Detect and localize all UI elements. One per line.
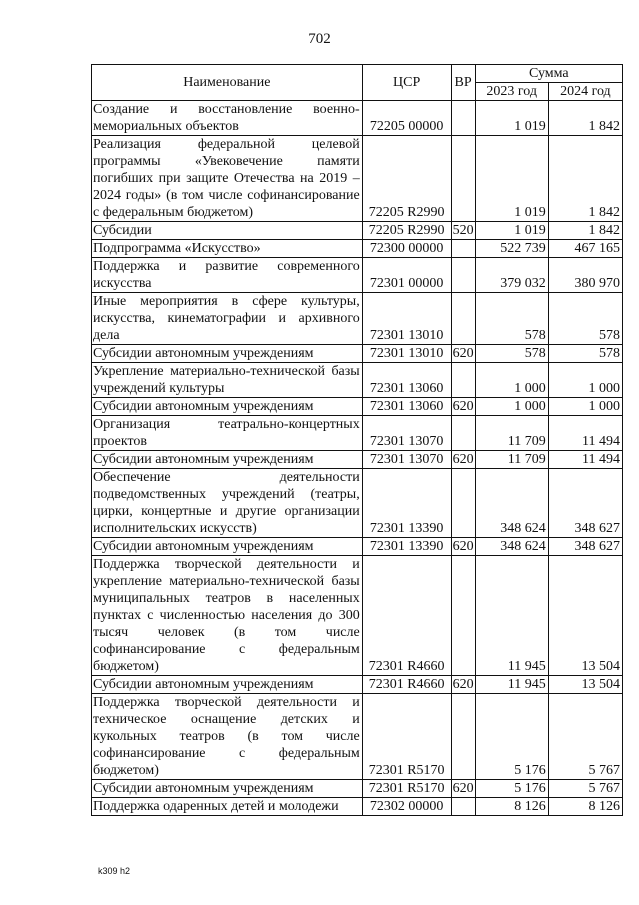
row-amount-2023-cell: 11 709 [475,416,548,451]
row-name-cell: Поддержка творческой деятельности и укрепление материально-технической базы муниципальных театров в населенных пунктах с численностью населения до 300 тысяч человек (в том числе софинансирование с федеральным бюджетом) [92,556,363,676]
table-body [92,101,623,816]
row-amount-2024-cell: 1 842 [548,136,622,222]
row-amount-2023-cell: 348 624 [475,469,548,538]
row-csr-cell: 72301 R5170 [362,694,451,780]
row-vr-cell: 620 [452,677,474,692]
table-row [92,345,623,363]
column-header-name: Наименование [92,65,363,101]
column-header-vr: ВР [451,65,475,101]
row-csr-cell: 72301 R4660 [362,676,451,694]
row-amount-2023-cell: 348 624 [475,538,548,556]
table-row [92,240,623,258]
row-amount-2023-cell: 5 176 [475,780,548,798]
row-csr-cell: 72302 00000 [362,798,451,816]
row-name-cell: Субсидии автономным учреждениям [92,538,363,556]
row-name-cell: Поддержка и развитие современного искусства [92,258,363,293]
table-row [92,694,623,780]
row-name-cell: Субсидии автономным учреждениям [92,780,363,798]
row-name-cell: Поддержка творческой деятельности и техническое оснащение детских и кукольных театров (в том числе софинансирование с федеральным бюджетом) [92,694,363,780]
row-csr-cell: 72301 13390 [362,538,451,556]
row-vr-cell [451,101,475,136]
row-amount-2023-cell: 8 126 [475,798,548,816]
row-amount-2024-cell: 13 504 [548,676,622,694]
row-vr-cell: 620 [452,781,474,796]
table-row [92,451,623,469]
row-name-cell: Организация театрально-концертных проектов [92,416,363,451]
row-amount-2023-cell: 1 000 [475,363,548,398]
column-header-year-2024: 2024 год [548,83,622,101]
row-amount-2024-cell: 578 [548,345,622,363]
row-name-cell: Подпрограмма «Искусство» [92,240,363,258]
table-row [92,538,623,556]
row-amount-2023-cell: 11 709 [475,451,548,469]
row-amount-2023-cell: 1 000 [475,398,548,416]
table-row [92,556,623,676]
row-amount-2024-cell: 1 000 [548,398,622,416]
row-csr-cell: 72301 13390 [362,469,451,538]
table-row [92,101,623,136]
table-row [92,136,623,222]
column-header-sum: Сумма [475,65,622,83]
row-amount-2024-cell: 1 842 [548,101,622,136]
row-name-cell: Поддержка одаренных детей и молодежи [92,798,363,816]
row-csr-cell: 72301 13060 [362,398,451,416]
row-vr-cell [451,136,475,222]
row-amount-2023-cell: 11 945 [475,556,548,676]
table-row [92,676,623,694]
footer-code: k309 h2 [98,866,131,876]
row-vr-cell: 620 [452,539,474,554]
table-row [92,416,623,451]
row-csr-cell: 72205 00000 [362,101,451,136]
row-vr-cell [451,798,475,816]
row-amount-2023-cell: 522 739 [475,240,548,258]
row-amount-2023-cell: 578 [475,293,548,345]
row-amount-2024-cell: 11 494 [548,451,622,469]
row-vr-cell [451,293,475,345]
table-row [92,398,623,416]
row-amount-2024-cell: 8 126 [548,798,622,816]
row-name-cell: Субсидии [92,222,363,240]
row-amount-2024-cell: 348 627 [548,469,622,538]
row-vr-cell [451,258,475,293]
column-header-year-2023: 2023 год [475,83,548,101]
row-amount-2023-cell: 1 019 [475,101,548,136]
row-name-cell: Субсидии автономным учреждениям [92,345,363,363]
row-csr-cell: 72301 13070 [362,416,451,451]
row-vr-cell [451,240,475,258]
row-amount-2023-cell: 5 176 [475,694,548,780]
table-row [92,798,623,816]
table-row [92,293,623,345]
row-amount-2023-cell: 379 032 [475,258,548,293]
table-row [92,363,623,398]
row-name-cell: Укрепление материально-технической базы учреждений культуры [92,363,363,398]
row-amount-2024-cell: 578 [548,293,622,345]
row-amount-2024-cell: 467 165 [548,240,622,258]
row-vr-cell: 620 [452,346,474,361]
row-amount-2024-cell: 380 970 [548,258,622,293]
row-vr-cell: 620 [452,399,474,414]
row-amount-2023-cell: 578 [475,345,548,363]
row-csr-cell: 72301 13010 [362,345,451,363]
row-name-cell: Реализация федеральной целевой программы «Увековечение памяти погибших при защите Отечества на 2019 – 2024 годы» (в том числе софинансирование с федеральным бюджетом) [92,136,363,222]
table-row [92,780,623,798]
row-vr-cell [451,469,475,538]
row-csr-cell: 72300 00000 [362,240,451,258]
row-amount-2024-cell: 5 767 [548,780,622,798]
table-row [92,469,623,538]
row-csr-cell: 72205 R2990 [362,136,451,222]
row-vr-cell [451,363,475,398]
row-name-cell: Создание и восстановление военно-мемориальных объектов [92,101,363,136]
row-csr-cell: 72301 13010 [362,293,451,345]
row-amount-2024-cell: 348 627 [548,538,622,556]
row-name-cell: Субсидии автономным учреждениям [92,398,363,416]
page-number: 702 [308,31,331,47]
row-csr-cell: 72301 13070 [362,451,451,469]
row-csr-cell: 72301 13060 [362,363,451,398]
row-csr-cell: 72301 R5170 [362,780,451,798]
table-row [92,258,623,293]
column-header-csr: ЦСР [362,65,451,101]
table-row [92,222,623,240]
row-name-cell: Обеспечение деятельности подведомственных учреждений (театры, цирки, концертные и другие организации исполнительских искусств) [92,469,363,538]
row-csr-cell: 72205 R2990 [362,222,451,240]
row-amount-2023-cell: 11 945 [475,676,548,694]
row-vr-cell: 620 [452,452,474,467]
header-row-1 [92,65,623,83]
row-vr-cell [451,556,475,676]
budget-table [91,64,623,816]
row-vr-cell [451,416,475,451]
row-vr-cell: 520 [452,223,474,238]
row-amount-2024-cell: 1 842 [548,222,622,240]
row-vr-cell [451,694,475,780]
row-amount-2024-cell: 13 504 [548,556,622,676]
row-amount-2023-cell: 1 019 [475,222,548,240]
row-name-cell: Субсидии автономным учреждениям [92,676,363,694]
row-amount-2024-cell: 5 767 [548,694,622,780]
row-name-cell: Субсидии автономным учреждениям [92,451,363,469]
row-csr-cell: 72301 00000 [362,258,451,293]
row-amount-2024-cell: 11 494 [548,416,622,451]
row-csr-cell: 72301 R4660 [362,556,451,676]
row-name-cell: Иные мероприятия в сфере культуры, искусства, кинематографии и архивного дела [92,293,363,345]
row-amount-2024-cell: 1 000 [548,363,622,398]
row-amount-2023-cell: 1 019 [475,136,548,222]
